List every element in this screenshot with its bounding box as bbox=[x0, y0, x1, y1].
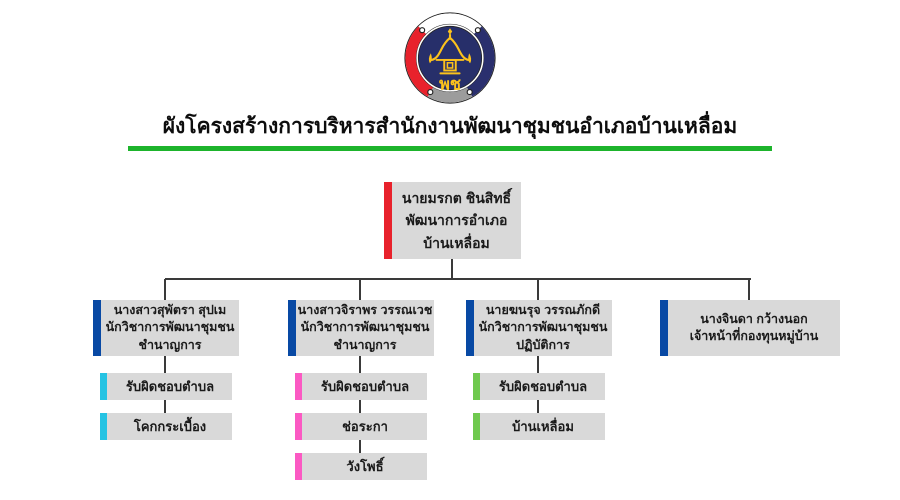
node-text-line: ปฏิบัติการ bbox=[516, 337, 570, 352]
accent-bar-blue bbox=[660, 300, 668, 356]
node-text-line: โคกกระเบื้อง bbox=[133, 419, 207, 434]
org-node-district-development-chief bbox=[384, 182, 521, 259]
node-text-line: นางสาวจิราพร วรรณเวช bbox=[297, 302, 433, 317]
node-text-line: ชำนาญการ bbox=[138, 337, 202, 352]
accent-bar-blue bbox=[93, 300, 101, 356]
community-development-department-logo-icon bbox=[402, 10, 498, 106]
accent-bar-green bbox=[473, 413, 480, 440]
sub-node-subdistrict-khok-krabueang bbox=[100, 413, 232, 440]
node-text-line: วังโพธิ์ bbox=[346, 459, 384, 474]
org-node-officer-4 bbox=[660, 300, 840, 356]
sub-node-responsible-subdistrict-3 bbox=[473, 373, 605, 400]
node-text-line: นักวิชาการพัฒนาชุมชน bbox=[105, 320, 235, 335]
title-underline bbox=[128, 146, 772, 151]
sub-node-subdistrict-cho-raka bbox=[295, 413, 427, 440]
node-text-line: บ้านเหลื่อม bbox=[423, 234, 490, 251]
connector-col3-sub2 bbox=[537, 400, 539, 413]
accent-bar-pink bbox=[295, 453, 302, 480]
node-text-line: บ้านเหลื่อม bbox=[512, 419, 574, 434]
node-text-line: นายฆนรุจ วรรณภักดี bbox=[485, 302, 601, 317]
sub-node-subdistrict-ban-lueam bbox=[473, 413, 605, 440]
connector-col2-sub3 bbox=[359, 440, 361, 453]
accent-bar-pink bbox=[295, 413, 302, 440]
connector-col2-sub1 bbox=[359, 356, 361, 373]
connector-col3-drop bbox=[537, 279, 539, 300]
accent-bar-cyan bbox=[100, 413, 107, 440]
node-text-line: นักวิชาการพัฒนาชุมชน bbox=[478, 320, 608, 335]
connector-col1-sub2 bbox=[164, 400, 166, 413]
node-text-line: นักวิชาการพัฒนาชุมชน bbox=[300, 320, 430, 335]
connector-root-drop bbox=[451, 259, 453, 279]
connector-col1-sub1 bbox=[164, 356, 166, 373]
node-text-line: ช่อระกา bbox=[342, 419, 388, 434]
org-node-officer-2 bbox=[288, 300, 434, 356]
connector-col3-sub1 bbox=[537, 356, 539, 373]
node-text-line: นางจินดา กว้างนอก bbox=[700, 311, 808, 326]
node-text-line: พัฒนาการอำเภอ bbox=[405, 212, 508, 229]
sub-node-responsible-subdistrict-2 bbox=[295, 373, 427, 400]
sub-node-subdistrict-wang-pho bbox=[295, 453, 427, 480]
node-text-line: รับผิดชอบตำบล bbox=[320, 379, 410, 394]
connector-main-horizontal bbox=[165, 278, 751, 280]
connector-col1-drop bbox=[164, 279, 166, 300]
page-title: ผังโครงสร้างการบริหารสำนักงานพัฒนาชุมชนอำเภอบ้านเหลื่อม bbox=[162, 115, 738, 138]
accent-bar-blue bbox=[288, 300, 296, 356]
node-text-line: นางสาวสุพัตรา สุปเม bbox=[113, 302, 227, 317]
connector-col4-drop bbox=[748, 279, 750, 300]
node-text-line: เจ้าหน้าที่กองทุนหมู่บ้าน bbox=[689, 329, 819, 343]
logo-monogram: พช bbox=[439, 75, 461, 94]
accent-bar-pink bbox=[295, 373, 302, 400]
org-node-officer-3 bbox=[466, 300, 612, 356]
accent-bar-green bbox=[473, 373, 480, 400]
org-node-officer-1 bbox=[93, 300, 239, 356]
accent-bar-red bbox=[384, 182, 392, 259]
accent-bar-blue bbox=[466, 300, 474, 356]
sub-node-responsible-subdistrict-1 bbox=[100, 373, 232, 400]
node-text-line: ชำนาญการ bbox=[333, 337, 397, 352]
node-text-line: รับผิดชอบตำบล bbox=[125, 379, 215, 394]
connector-col2-sub2 bbox=[359, 400, 361, 413]
node-text-line: รับผิดชอบตำบล bbox=[498, 379, 588, 394]
accent-bar-cyan bbox=[100, 373, 107, 400]
node-text-line: นายมรกต ชินสิทธิ์ bbox=[401, 189, 512, 206]
connector-col2-drop bbox=[359, 279, 361, 300]
